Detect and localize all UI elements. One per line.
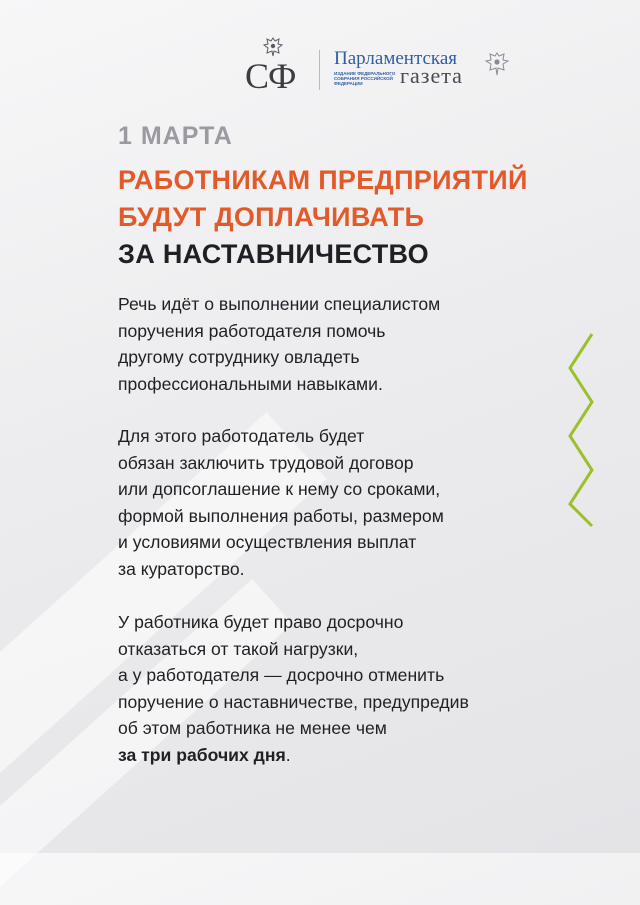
pg-logo-small: ИЗДАНИЕ ФЕДЕРАЛЬНОГО СОБРАНИЯ РОССИЙСКОЙ ФЕДЕРАЦИИ xyxy=(334,71,396,86)
text-line: формой выполнения работы, размером xyxy=(118,505,444,526)
text-line: Речь идёт о выполнении специалистом xyxy=(118,294,441,314)
paragraph-3 xyxy=(118,609,469,768)
paragraph-2 xyxy=(118,423,444,582)
federation-council-logo xyxy=(245,46,305,94)
header-logos xyxy=(245,46,524,94)
text-line: поручения работодателя помочь xyxy=(118,320,386,341)
sf-logo-text: СФ xyxy=(245,56,296,96)
text-line: поручение о наставничестве, предупредив xyxy=(118,691,469,712)
text-line: и условиями осуществления выплат xyxy=(118,532,417,552)
text-line-final xyxy=(118,742,469,769)
text-line: об этом работника не менее чем xyxy=(118,718,387,738)
pg-logo-bottom: газета xyxy=(400,63,463,88)
headline-line-3: ЗА НАСТАВНИЧЕСТВО xyxy=(118,239,429,269)
text-line: а у работодателя — досрочно отменить xyxy=(118,665,445,685)
text-line: другому сотруднику овладеть xyxy=(118,347,360,367)
text-line: обязан заключить трудовой договор xyxy=(118,452,414,473)
parliament-gazette-logo xyxy=(334,46,524,94)
logo-divider xyxy=(319,50,320,90)
headline-line-1: РАБОТНИКАМ ПРЕДПРИЯТИЙ xyxy=(118,165,528,195)
paragraph-1 xyxy=(118,291,440,397)
eagle-emblem-icon xyxy=(484,50,510,78)
text-line: за кураторство. xyxy=(118,558,245,579)
text-line: или допсоглашение к нему со сроками, xyxy=(118,479,441,499)
emphasis-text: за три рабочих дня xyxy=(118,744,286,765)
zigzag-decoration-icon xyxy=(564,332,598,528)
text-line: У работника будет право досрочно xyxy=(118,612,404,632)
pg-logo-top: Парламентская xyxy=(334,48,458,69)
date-label: 1 МАРТА xyxy=(118,122,233,150)
text-line: Для этого работодатель будет xyxy=(118,426,365,446)
sentence-end: . xyxy=(285,744,291,765)
eagle-emblem-icon xyxy=(261,36,285,58)
text-line: профессиональными навыками. xyxy=(118,373,383,394)
text-line: отказаться от такой нагрузки, xyxy=(118,638,359,659)
headline xyxy=(118,162,528,273)
headline-line-2: БУДУТ ДОПЛАЧИВАТЬ xyxy=(118,202,425,232)
